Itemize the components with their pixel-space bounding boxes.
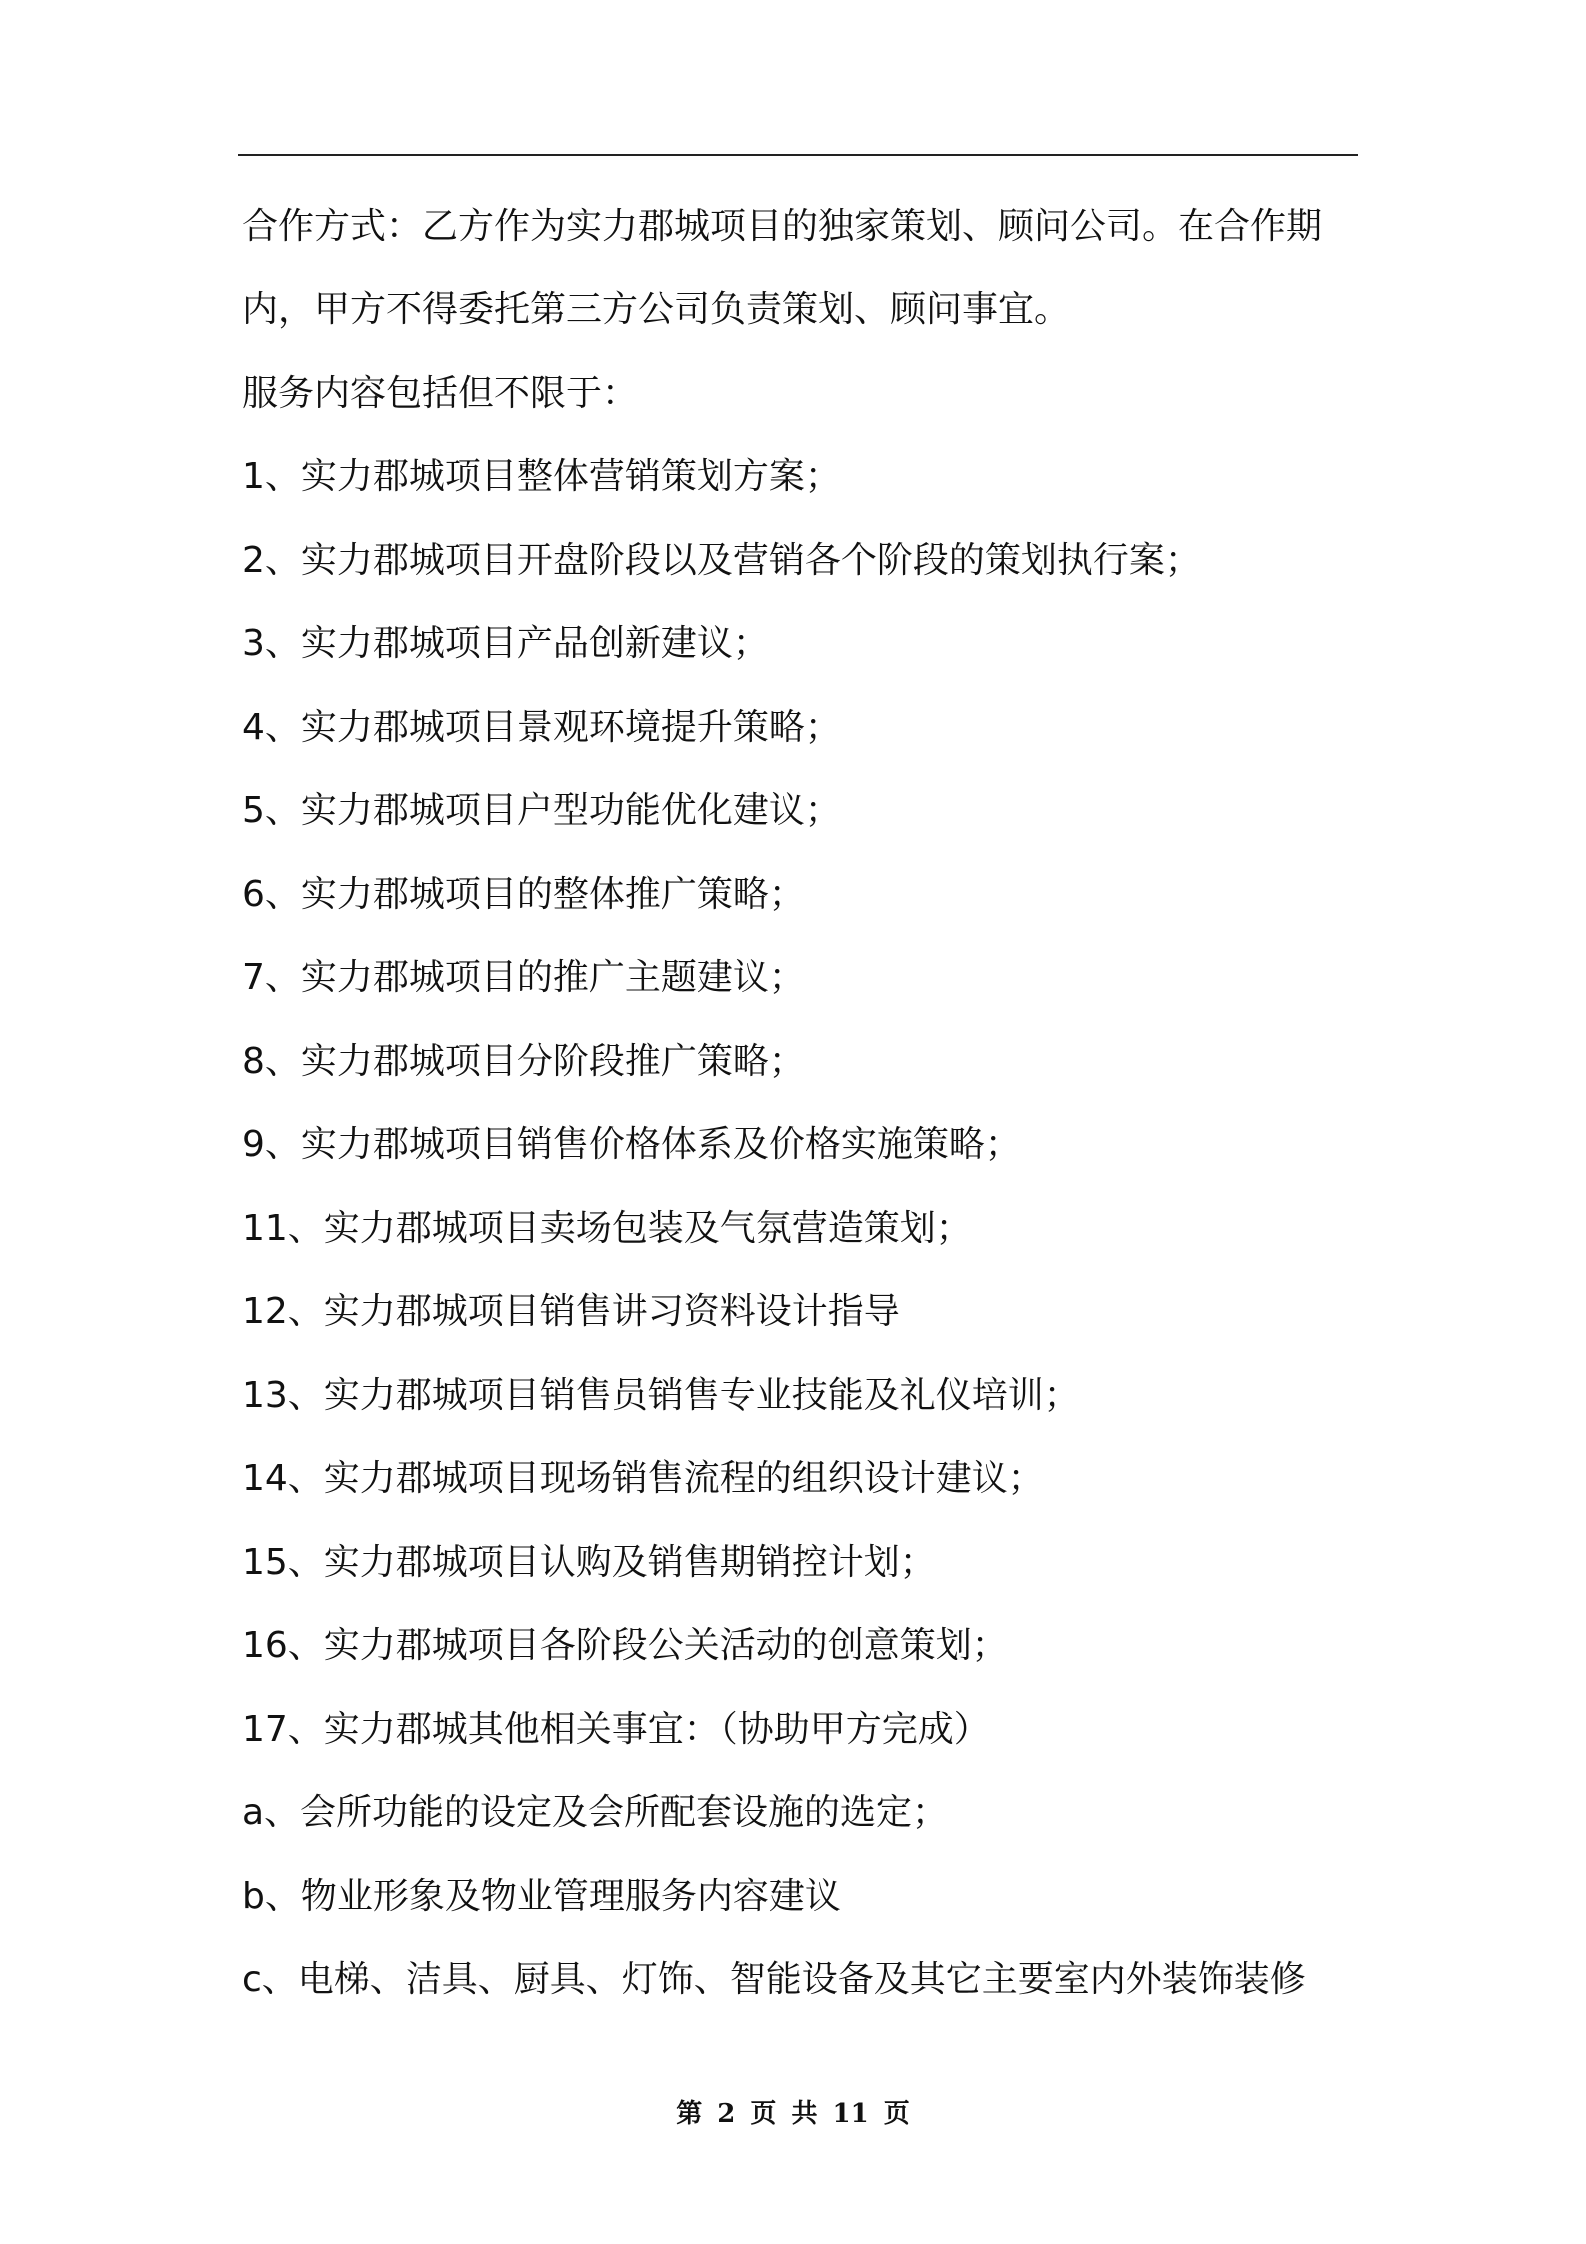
page-footer: 第 2 页 共 11 页 xyxy=(676,2099,910,2129)
list-item: 17、实力郡城其他相关事宜：（协助甲方完成） xyxy=(242,1709,990,1750)
list-item: 2、实力郡城项目开盘阶段以及营销各个阶段的策划执行案； xyxy=(242,540,1201,581)
paragraph-line: 合作方式：乙方作为实力郡城项目的独家策划、顾问公司。在合作期 xyxy=(242,206,1323,247)
sub-list-item: b、物业形象及物业管理服务内容建议 xyxy=(242,1876,841,1917)
list-item: 15、实力郡城项目认购及销售期销控计划； xyxy=(242,1542,936,1583)
list-item: 8、实力郡城项目分阶段推广策略； xyxy=(242,1041,805,1082)
section-heading: 服务内容包括但不限于： xyxy=(242,373,639,414)
sub-list-item: a、会所功能的设定及会所配套设施的选定； xyxy=(242,1792,949,1833)
list-item: 1、实力郡城项目整体营销策划方案； xyxy=(242,456,841,497)
list-item: 13、实力郡城项目销售员销售专业技能及礼仪培训； xyxy=(242,1375,1080,1416)
list-item: 3、实力郡城项目产品创新建议； xyxy=(242,623,769,664)
list-item: 5、实力郡城项目户型功能优化建议； xyxy=(242,790,841,831)
list-item: 7、实力郡城项目的推广主题建议； xyxy=(242,957,805,998)
list-item: 4、实力郡城项目景观环境提升策略； xyxy=(242,707,841,748)
header-rule xyxy=(238,154,1358,156)
list-item: 11、实力郡城项目卖场包装及气氛营造策划； xyxy=(242,1208,972,1249)
list-item: 6、实力郡城项目的整体推广策略； xyxy=(242,874,805,915)
list-item: 16、实力郡城项目各阶段公关活动的创意策划； xyxy=(242,1625,1008,1666)
paragraph-line: 内，甲方不得委托第三方公司负责策划、顾问事宜。 xyxy=(242,289,1071,330)
list-item: 9、实力郡城项目销售价格体系及价格实施策略； xyxy=(242,1124,1021,1165)
sub-list-item: c、电梯、洁具、厨具、灯饰、智能设备及其它主要室内外装饰装修 xyxy=(242,1959,1306,2000)
list-item: 12、实力郡城项目销售讲习资料设计指导 xyxy=(242,1291,900,1332)
list-item: 14、实力郡城项目现场销售流程的组织设计建议； xyxy=(242,1458,1044,1499)
